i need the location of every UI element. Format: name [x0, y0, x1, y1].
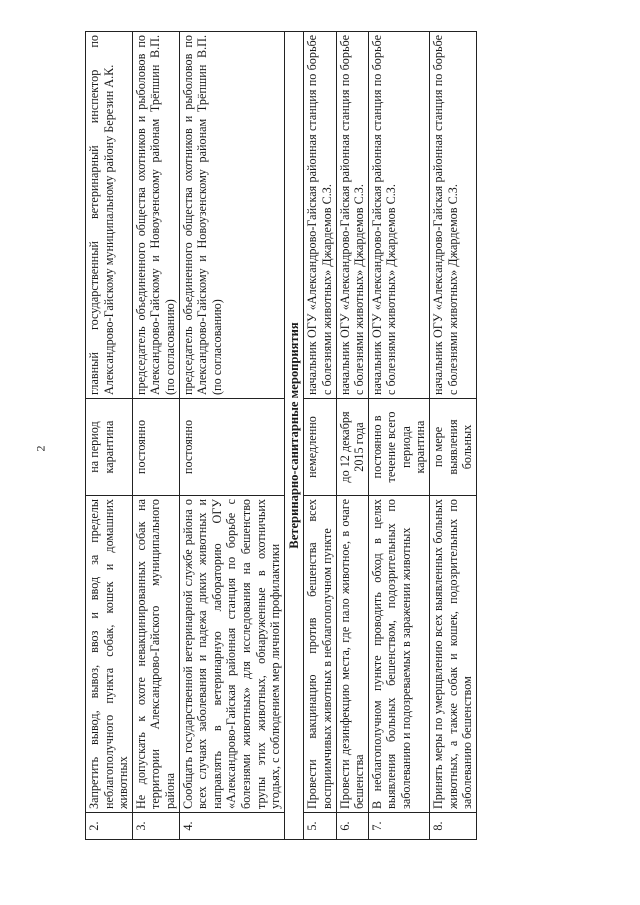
table-row	[430, 32, 477, 840]
table-row	[132, 32, 179, 840]
section-title: Ветеринарно-санитарные мероприятия	[284, 32, 304, 840]
row-deadline: постоянно	[132, 399, 179, 496]
row-responsible: председатель объединенного общества охотников и рыболовов по Александрово-Гайскому и Новоузенскому районам Трёпшин В.П. (по согласованию)	[179, 32, 284, 399]
row-deadline: постоянно	[179, 399, 284, 496]
row-action: Не допускать к охоте невакцинированных собак на территории Александрово-Гайского муниципального района	[132, 496, 179, 813]
row-action: Принять меры по умерщвлению всех выявленных больных животных, а также собак и кошек, подозрительных по заболеванию бешенством	[430, 496, 477, 813]
row-deadline: немедленно	[304, 399, 336, 496]
measures-table	[85, 31, 477, 840]
row-action: Сообщать государственной ветеринарной службе района о всех случаях заболевания и падежа диких животных и направлять в ветеринарную лабораторию ОГУ «Александрово-Гайская районная станция по борьбе с болезнями животных» для исследования на бешенство трупы этих животных, обнаруженные в охотничьих угодьях, с соблюдением мер личной профилактики	[179, 496, 284, 813]
row-deadline: на период карантина	[86, 399, 133, 496]
table-row	[336, 32, 368, 840]
row-deadline: постоянно в течение всего периода карантина	[368, 399, 429, 496]
table-row	[179, 32, 284, 840]
row-number: 4.	[179, 813, 284, 840]
row-number: 6.	[336, 813, 368, 840]
row-number: 3.	[132, 813, 179, 840]
row-responsible: начальник ОГУ «Александрово-Гайская районная станция по борьбе с болезнями животных» Джардемов С.З.	[368, 32, 429, 399]
row-deadline: по мере выявления больных	[430, 399, 477, 496]
row-responsible: начальник ОГУ «Александрово-Гайская районная станция по борьбе с болезнями животных» Джардемов С.З.	[336, 32, 368, 399]
row-action: Провести дезинфекцию места, где пало животное, в очаге бешенства	[336, 496, 368, 813]
table-row	[304, 32, 336, 840]
row-number: 7.	[368, 813, 429, 840]
section-header-row	[284, 32, 304, 840]
row-responsible: председатель объединенного общества охотников и рыболовов по Александрово-Гайскому и Новоузенскому районам Трёпшин В.П. (по согласованию)	[132, 32, 179, 399]
row-responsible: главный государственный ветеринарный инспектор по Александрово-Гайскому муниципальному району Березин А.К.	[86, 32, 133, 399]
row-action: Запретить вывод, вывоз, ввоз и ввод за пределы неблагополучного пункта собак, кошек и домашних животных	[86, 496, 133, 813]
row-number: 2.	[86, 813, 133, 840]
table-row	[368, 32, 429, 840]
row-responsible: начальник ОГУ «Александрово-Гайская районная станция по борьбе с болезнями животных» Джардемов С.З.	[430, 32, 477, 399]
row-responsible: начальник ОГУ «Александрово-Гайская районная станция по борьбе с болезнями животных» Джардемов С.З.	[304, 32, 336, 399]
row-number: 8.	[430, 813, 477, 840]
rotated-table-container	[85, 35, 575, 840]
row-action: Провести вакцинацию против бешенства всех восприимчивых животных в неблагополучном пункте	[304, 496, 336, 813]
row-action: В неблагополучном пункте проводить обход в целях выявления больных бешенством, подозрительных по заболеванию и подозреваемых в заражении животных	[368, 496, 429, 813]
row-deadline: до 12 декабря 2015 года	[336, 399, 368, 496]
table-row	[86, 32, 133, 840]
page-number: 2	[33, 445, 48, 452]
row-number: 5.	[304, 813, 336, 840]
